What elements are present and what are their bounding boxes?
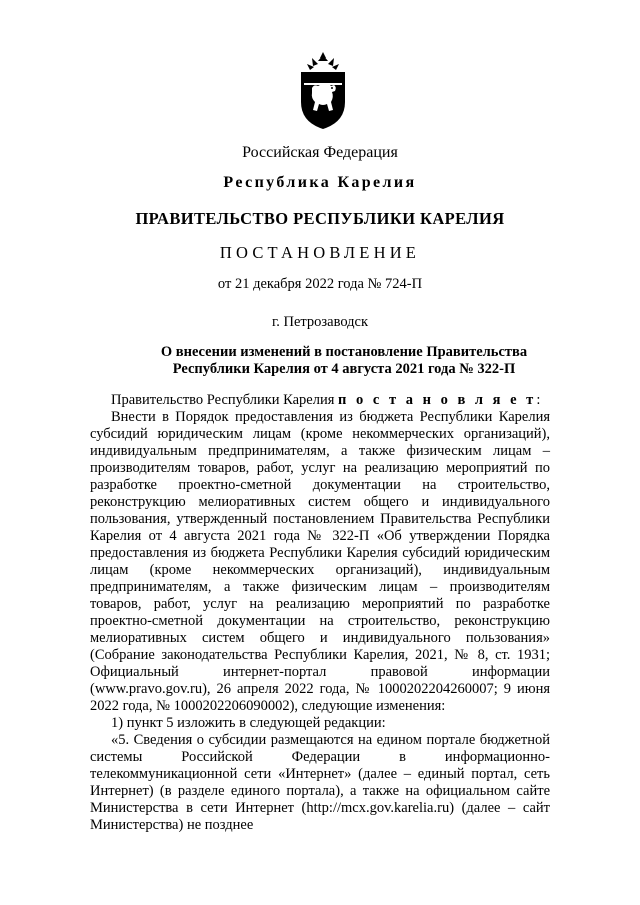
document-city: г. Петрозаводск xyxy=(271,314,369,330)
heading-line-1: О внесении изменений в постановление Правительства xyxy=(160,344,528,360)
republic-title: Республика Карелия xyxy=(223,174,417,191)
heading-line-2: Республики Карелия от 4 августа 2021 года № 322-П xyxy=(172,361,516,377)
intro-paragraph xyxy=(90,392,550,409)
karelia-coat-of-arms-icon xyxy=(298,52,348,130)
document-date-number: от 21 декабря 2022 года № 724-П xyxy=(217,276,423,292)
item-1: 1) пункт 5 изложить в следующей редакции: xyxy=(111,715,386,731)
intro-suffix: : xyxy=(536,392,541,408)
document-heading xyxy=(150,344,538,378)
country-title: Российская Федерация xyxy=(242,144,398,161)
document-body xyxy=(90,392,550,834)
paragraph-main: Внести в Порядок предоставления из бюджета Республики Карелия субсидий юридическим лицам (кроме некоммерческих организаций), индивидуальным предпринимателям, а также физическим лицам – производителям товаров, работ, услуг на реализацию мероприятий по разработке проектно-сметной документации на строительство, реконструкцию мелиоративных систем общего и индивидуального пользования, утвержденный постановлением Правительства Республики Карелия от 4 августа 2021 года № 322-П «Об утверждении Порядка предоставления из бюджета Республики Карелия субсидий юридическим лицам (кроме некоммерческих организаций), индивидуальным предпринимателям, а также физическим лицам – производителям товаров, работ, услуг на реализацию мероприятий по разработке проектно-сметной документации на строительство, реконструкцию мелиоративных систем общего и индивидуального пользования» (Собрание законодательства Республики Карелия, 2021, № 8, ст. 1931; Официальный интернет-портал правовой информации (www.pravo.gov.ru), 26 апреля 2022 года, № 1000202204260007; 9 июня 2022 года, № 1000202206090002), следующие изменения: xyxy=(90,409,550,714)
government-title: ПРАВИТЕЛЬСТВО РЕСПУБЛИКИ КАРЕЛИЯ xyxy=(135,209,505,228)
quoted-paragraph: «5. Сведения о субсидии размещаются на едином портале бюджетной системы Российской Федерации в информационно-телекоммуникационной сети «Интернет» (далее – единый портал, сеть Интернет) (в разделе единого портала), а также на официальном сайте Министерства в сети Интернет (http://mcx.gov.karelia.ru) (далее – сайт Министерства) не позднее xyxy=(90,732,550,833)
document-type: ПОСТАНОВЛЕНИЕ xyxy=(219,243,421,262)
decree-word: п о с т а н о в л я е т xyxy=(338,392,537,408)
intro-prefix: Правительство Республики Карелия xyxy=(111,392,335,408)
